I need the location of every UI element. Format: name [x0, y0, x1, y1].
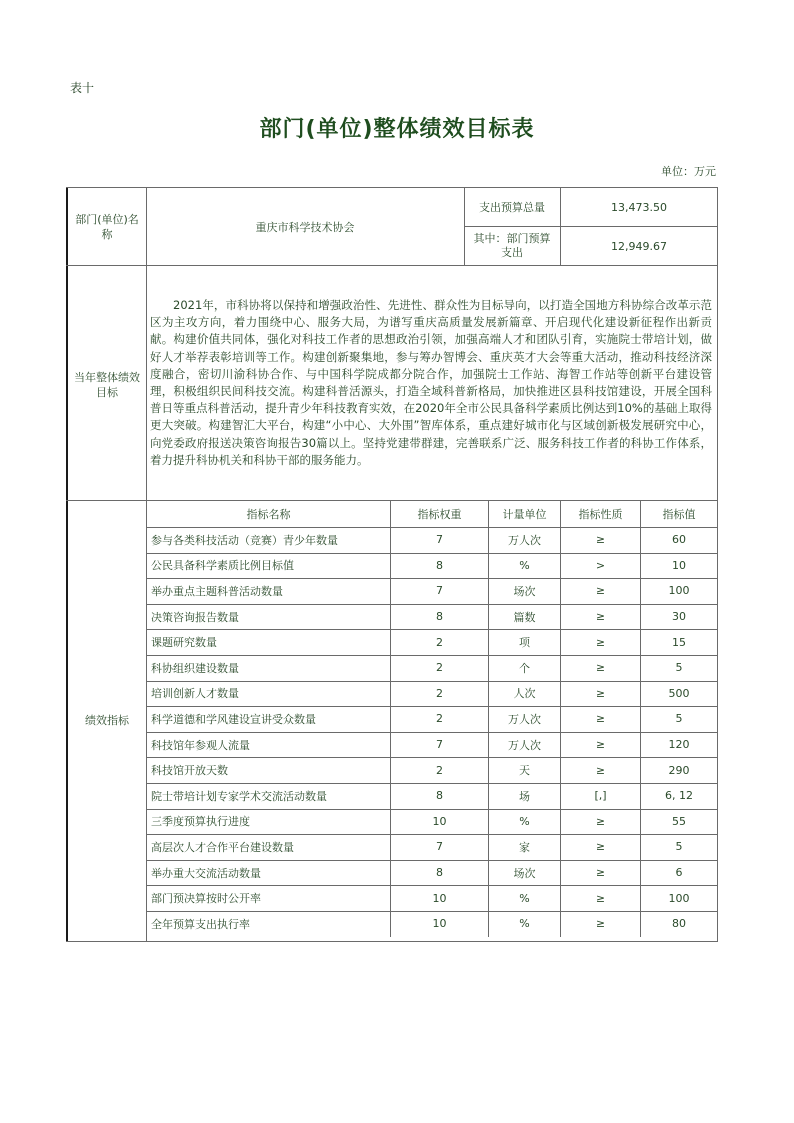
indicator-unit-cell: 场	[519, 789, 530, 803]
indicator-nature-cell: ≥	[595, 738, 606, 752]
indicator-unit-cell: 场次	[513, 584, 536, 598]
indicator-name-cell: 院士带培计划专家学术交流活动数量	[151, 789, 327, 803]
indicator-weight-cell: 8	[436, 866, 443, 880]
indicator-value-cell: 290	[668, 763, 690, 777]
indicator-weight-cell: 10	[432, 814, 447, 828]
indicator-unit-cell: %	[519, 558, 530, 572]
indicator-header-name: 指标名称	[246, 507, 291, 521]
indicator-header-weight: 指标权重	[417, 507, 462, 521]
indicator-name-cell: 科学道德和学风建设宣讲受众数量	[151, 712, 316, 726]
indicator-value-cell: 30	[672, 610, 686, 624]
indicator-nature-cell: ≥	[595, 635, 606, 649]
indicator-nature-cell: ≥	[595, 814, 606, 828]
indicator-weight-cell: 7	[436, 584, 443, 598]
indicator-value-cell: 6	[675, 866, 683, 880]
indicator-name-cell: 全年预算支出执行率	[151, 917, 250, 931]
indicator-nature-cell: ≥	[595, 712, 606, 726]
indicator-nature-cell: ≥	[595, 763, 606, 777]
indicator-name-cell: 决策咨询报告数量	[151, 610, 239, 624]
indicator-value-cell: 60	[672, 533, 686, 547]
right-border	[717, 187, 718, 942]
indicator-name-cell: 高层次人才合作平台建设数量	[151, 840, 294, 854]
indicator-name-cell: 三季度预算执行进度	[151, 815, 250, 829]
indicator-name-cell: 参与各类科技活动（竞赛）青少年数量	[151, 533, 338, 547]
indicator-name-cell: 部门预决算按时公开率	[151, 892, 261, 906]
indicator-value-cell: 10	[672, 558, 686, 572]
indicator-unit-cell: 万人次	[508, 738, 541, 752]
indicator-value-cell: 5	[675, 661, 683, 675]
indicator-nature-cell: >	[595, 558, 606, 572]
indicator-unit-cell: %	[519, 814, 530, 828]
indicator-unit-cell: 个	[519, 661, 530, 675]
indicator-unit-cell: 场次	[513, 866, 536, 880]
indicator-value-cell: 100	[668, 891, 690, 905]
indicator-unit-cell: 天	[519, 764, 530, 778]
indicator-unit-cell: 万人次	[508, 533, 541, 547]
indicator-weight-cell: 8	[436, 610, 443, 624]
indicator-name-cell: 培训创新人才数量	[151, 687, 239, 701]
indicator-value-cell: 5	[675, 840, 683, 854]
bottom-border	[66, 941, 718, 942]
total-budget-label: 支出预算总量	[479, 201, 545, 214]
indicator-unit-cell: 人次	[513, 687, 536, 701]
indicator-weight-cell: 2	[436, 686, 443, 700]
dept-name-value: 重庆市科学技术协会	[255, 220, 355, 234]
indicator-unit-cell: 家	[519, 840, 530, 854]
indicator-weight-cell: 10	[432, 891, 447, 905]
indicator-name-cell: 课题研究数量	[151, 636, 217, 650]
indicator-value-cell: 5	[675, 712, 683, 726]
indicator-unit-cell: 篇数	[513, 610, 536, 624]
indicator-unit-cell: %	[519, 917, 530, 931]
indicator-value-cell: 15	[672, 635, 686, 649]
table-number: 表十	[70, 81, 95, 95]
dept-budget-label: 其中：部门预算支出	[473, 232, 551, 259]
indicator-weight-cell: 2	[436, 763, 443, 777]
indicator-value-cell: 55	[672, 814, 686, 828]
indicator-nature-cell: ≥	[595, 686, 606, 700]
dept-budget-value: 12,949.67	[611, 239, 667, 253]
indicator-unit-cell: %	[519, 891, 530, 905]
total-budget-value: 13,473.50	[611, 200, 667, 214]
indicator-nature-cell: ≥	[595, 584, 606, 598]
indicator-value-cell: 500	[668, 686, 690, 700]
dept-name-label: 部门(单位)名称	[75, 213, 139, 241]
unit-label: 单位：万元	[661, 165, 716, 178]
indicator-name-cell: 科技馆开放天数	[151, 764, 228, 778]
indicator-name-cell: 举办重点主题科普活动数量	[151, 584, 283, 598]
indicator-name-cell: 科技馆年参观人流量	[151, 738, 250, 752]
indicator-name-cell: 举办重大交流活动数量	[151, 866, 261, 880]
indicator-nature-cell: ≥	[595, 610, 606, 624]
indicator-name-cell: 公民具备科学素质比例目标值	[151, 559, 294, 573]
indicator-weight-cell: 7	[436, 840, 443, 854]
indicator-value-cell: 80	[672, 917, 686, 931]
indicator-weight-cell: 2	[436, 635, 443, 649]
indicator-nature-cell: ≥	[595, 866, 606, 880]
indicator-nature-cell: ≥	[595, 917, 606, 931]
left-border	[66, 187, 68, 942]
indicator-header-unit: 计量单位	[502, 507, 547, 521]
indicator-weight-cell: 10	[432, 917, 447, 931]
indicator-weight-cell: 2	[436, 712, 443, 726]
indicators-label: 绩效指标	[85, 714, 129, 727]
annual-goal-text: 2021年，市科协将以保持和增强政治性、先进性、群众性为目标导向，以打造全国地方科协综合改革示范区为主攻方向，着力围绕中心、服务大局，为谱写重庆高质量发展新篇章、开启现代化建设新征程作出新贡献。构建价值共同体，强化对科技工作者的思想政治引领，加强高端人才和团队引育，实施院士带培计划，做好人才举荐表彰培训等工作。构建创新聚集地，参与筹办智博会、重庆英才大会等重大活动，推动科技经济深度融合，密切川渝科协合作、与中国科学院成都分院合作，加强院士工作站、海智工作站等创新平台建设管理，积极组织民间科技交流。构建科普活源头，打造全域科普新格局，加快推进区县科技馆建设，开展全国科普日等重点科普活动，提升青少年科技教育实效，在2020年全市公民具备科学素质比例达到10%的基础上取得更大突破。构建智汇大平台，构建“小中心、大外围”智库体系，重点建好城市化与区域创新极发展研究中心，向党委政府报送决策咨询报告30篇以上。坚持党建带群建，完善联系广泛、服务科技工作者的科协工作体系，着力提升科协机关和科协干部的服务能力。	[150, 298, 712, 467]
indicator-weight-cell: 7	[436, 533, 443, 547]
indicator-weight-cell: 2	[436, 661, 443, 675]
indicator-unit-cell: 项	[519, 636, 530, 650]
annual-goal-label: 当年整体绩效目标	[74, 371, 140, 399]
indicator-nature-cell: ≥	[595, 840, 606, 854]
indicator-header-value: 指标值	[662, 507, 696, 521]
indicator-nature-cell: ≥	[595, 891, 606, 905]
indicator-name-cell: 科协组织建设数量	[151, 661, 239, 675]
indicator-nature-cell: ≥	[595, 661, 606, 675]
page-title: 部门(单位)整体绩效目标表	[259, 117, 535, 142]
indicator-weight-cell: 8	[436, 789, 443, 803]
indicator-weight-cell: 7	[436, 738, 443, 752]
indicator-header-nature: 指标性质	[578, 507, 623, 521]
indicator-value-cell: 120	[668, 738, 690, 752]
indicator-nature-cell: ≥	[595, 533, 606, 547]
indicator-weight-cell: 8	[436, 558, 443, 572]
indicator-value-cell: 100	[668, 584, 690, 598]
info-bottom-line	[66, 265, 718, 266]
indicator-unit-cell: 万人次	[508, 712, 541, 726]
indicator-nature-cell: [,]	[594, 789, 607, 803]
indicator-value-cell: 6, 12	[665, 789, 693, 803]
